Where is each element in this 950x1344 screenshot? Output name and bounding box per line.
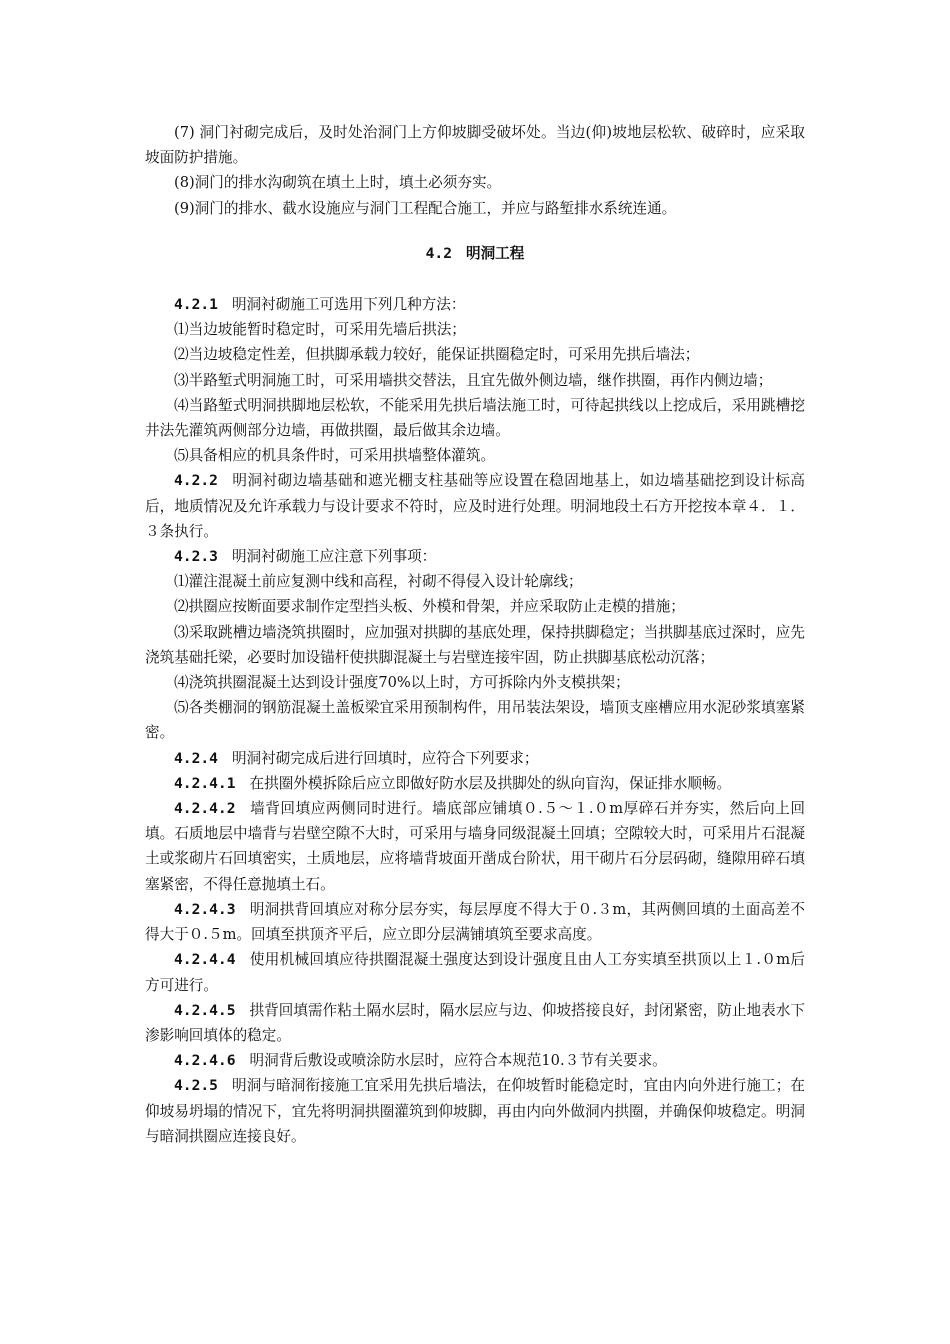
list-item: ⑵当边坡稳定性差，但拱脚承载力较好，能保证拱圈稳定时，可采用先拱后墙法；: [174, 346, 700, 364]
list-item: ⑸具备相应的机具条件时，可采用拱墙整体灌筑。: [174, 447, 496, 465]
clause-4-2-4-1: 4.2.4.1 在拱圈外模拆除后应立即做好防水层及拱脚处的纵向盲沟，保证排水顺畅。: [174, 774, 732, 792]
paragraph-9: (9)洞门的排水、截水设施应与洞门工程配合施工，并应与路堑排水系统连通。: [174, 199, 677, 217]
paragraph-7: (7) 洞门衬砌完成后，及时处治洞门上方仰坡脚受破坏处。当边(仰)坡地层松软、破碎时，应采取坡面防护措施。: [145, 124, 805, 167]
section-number: 4.2: [425, 244, 452, 262]
section-heading: [145, 241, 805, 266]
clause-4-2-5: 4.2.5 明洞与暗洞衔接施工宜采用先拱后墙法，在仰坡暂时能稳定时，宜由内向外进行施工；在仰坡易坍塌的情况下，宜先将明洞拱圈灌筑到仰坡脚，再由内向外做洞内拱圈，并确保仰坡稳定。明洞与暗洞拱圈应连接良好。: [145, 1077, 805, 1145]
clause-4-2-3: 4.2.3 明洞衬砌施工应注意下列事项：: [174, 548, 437, 566]
list-item: ⑷当路堑式明洞拱脚地层松软，不能采用先拱后墙法施工时，可待起拱线以上挖成后，采用跳槽挖井法先灌筑两侧部分边墙，再做拱圈，最后做其余边墙。: [145, 396, 805, 440]
clause-4-2-4-5: 4.2.4.5 拱背回填需作粘土隔水层时，隔水层应与边、仰坡搭接良好，封闭紧密，防止地表水下渗影响回填体的稳定。: [145, 1001, 805, 1044]
clause-4-2-4: 4.2.4 明洞衬砌完成后进行回填时，应符合下列要求；: [174, 749, 539, 767]
list-item: ⑴当边坡能暂时稳定时，可采用先墙后拱法；: [174, 321, 466, 339]
clause-4-2-4-6: 4.2.4.6 明洞背后敷设或喷涂防水层时，应符合本规范10.３节有关要求。: [174, 1052, 667, 1070]
list-item: ⑴灌注混凝土前应复测中线和高程，衬砌不得侵入设计轮廓线；: [174, 573, 583, 591]
list-item: ⑸各类棚洞的钢筋混凝土盖板梁宜采用预制构件，用吊装法架设，墙顶支座槽应用水泥砂浆填塞紧密。: [145, 699, 805, 742]
section-title: 明洞工程: [465, 244, 525, 262]
clause-4-2-2: 4.2.2 明洞衬砌边墙基础和遮光棚支柱基础等应设置在稳固地基上，如边墙基础挖到设计标高后，地质情况及允许承载力与设计要求不符时，应及时进行处理。明洞地段土石方开挖按本章４．１．３条执行。: [145, 472, 805, 540]
clause-4-2-4-3: 4.2.4.3 明洞拱背回填应对称分层夯实，每层厚度不得大于０.３m，其两侧回填的土面高差不得大于０.５m。回填至拱顶齐平后，应立即分层满铺填筑至要求高度。: [145, 900, 805, 944]
document-page: [145, 120, 805, 1149]
clause-4-2-4-4: 4.2.4.4 使用机械回填应待拱圈混凝土强度达到设计强度且由人工夯实填至拱顶以上１.０m后方可进行。: [145, 951, 805, 994]
list-item: ⑷浇筑拱圈混凝土达到设计强度70%以上时，方可拆除内外支模拱架；: [174, 674, 630, 692]
clause-4-2-4-2: 4.2.4.2 墙背回填应两侧同时进行。墙底部应铺填０.５～１.０m厚碎石并夯实，然后向上回填。石质地层中墙背与岩壁空隙不大时，可采用与墙身同级混凝土回填；空隙较大时，可采用片石混凝土或浆砌片石回填密实，土质地层，应将墙背坡面开凿成台阶状，用干砌片石分层码砌，缝隙用碎石填塞紧密，不得任意抛填土石。: [145, 800, 805, 893]
list-item: ⑶半路堑式明洞施工时，可采用墙拱交替法，且宜先做外侧边墙，继作拱圈，再作内侧边墙；: [174, 371, 773, 389]
paragraph-8: (8)洞门的排水沟砌筑在填土上时，填土必须夯实。: [174, 174, 502, 192]
clause-4-2-1: 4.2.1 明洞衬砌施工可选用下列几种方法：: [174, 296, 466, 314]
list-item: ⑶采取跳槽边墙浇筑拱圈时，应加强对拱脚的基底处理，保持拱脚稳定；当拱脚基底过深时，应先浇筑基础托梁，必要时加设锚杆使拱脚混凝土与岩壁连接牢固，防止拱脚基底松动沉落；: [145, 623, 805, 666]
list-item: ⑵拱圈应按断面要求制作定型挡头板、外模和骨架，并应采取防止走模的措施；: [174, 598, 685, 616]
